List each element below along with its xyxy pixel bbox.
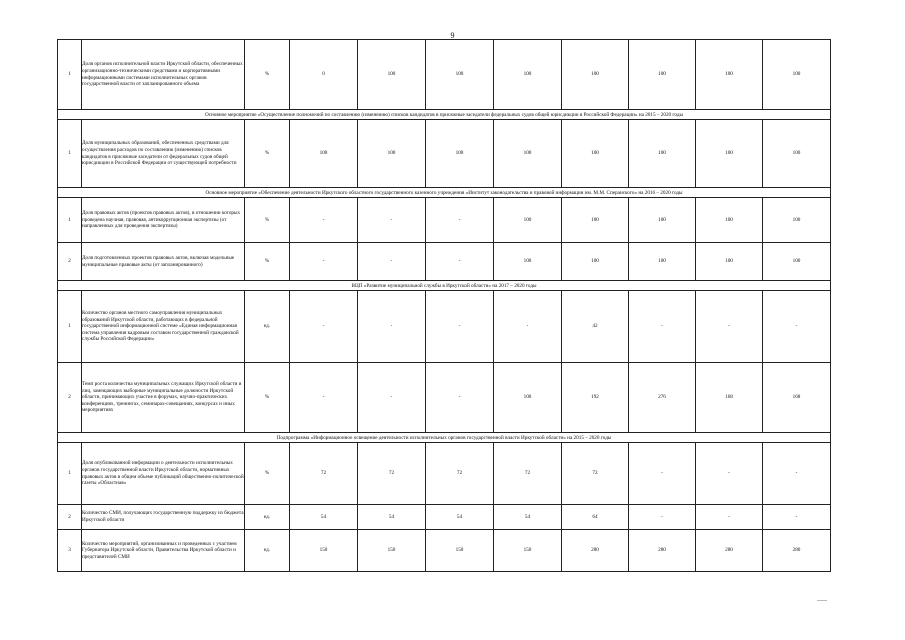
indicator-value: 100	[562, 198, 629, 243]
unit-of-measure: %	[245, 40, 290, 110]
table-row	[58, 443, 831, 505]
table-row	[58, 120, 831, 188]
indicator-value: -	[696, 443, 763, 505]
unit-of-measure: %	[245, 243, 290, 281]
indicator-value: 100	[763, 40, 831, 110]
table-row	[58, 291, 831, 363]
indicator-value: 54	[358, 505, 426, 530]
indicator-value: 100	[629, 120, 696, 188]
indicator-value: 100	[562, 40, 629, 110]
row-number: 1	[58, 120, 82, 188]
indicator-name: Количество СМИ, получающих государственную поддержку из бюджета Иркутской области	[82, 505, 245, 530]
indicator-value: -	[696, 291, 763, 363]
indicator-value: 150	[290, 530, 358, 572]
indicator-value: 100	[763, 120, 831, 188]
indicator-value: 100	[494, 120, 562, 188]
indicator-value: 280	[696, 530, 763, 572]
indicator-value: 100	[696, 120, 763, 188]
indicator-value: 100	[629, 198, 696, 243]
indicator-value: 276	[629, 363, 696, 433]
indicator-value: 100	[763, 243, 831, 281]
indicator-value: 0	[290, 40, 358, 110]
indicator-value: -	[358, 198, 426, 243]
scan-mark	[817, 600, 827, 601]
row-number: 3	[58, 530, 82, 572]
table-row	[58, 40, 831, 110]
indicator-value: 100	[763, 198, 831, 243]
indicator-value: 100	[358, 40, 426, 110]
indicator-name: Доля опубликованной информации о деятельности исполнительных органов государственной власти Иркутской области, нормативных правовых актов в общем объеме публикаций общественно-политической газеты «Областная»	[82, 443, 245, 505]
indicator-value: 100	[629, 243, 696, 281]
indicator-value: 100	[562, 120, 629, 188]
indicator-value: 100	[494, 198, 562, 243]
unit-of-measure: %	[245, 443, 290, 505]
indicator-value: 54	[494, 505, 562, 530]
indicator-value: 54	[426, 505, 494, 530]
indicator-name: Темп роста количества муниципальных служащих Иркутской области и лиц, замещающих выборные муниципальные должности Иркутской области, принимающих участие в форумах, научно-практических конференциях, тренингах, семинарах-совещаниях, конкурсах и иных мероприятиях	[82, 363, 245, 433]
indicator-value: 100	[426, 40, 494, 110]
indicator-value: 54	[290, 505, 358, 530]
indicator-value: 150	[426, 530, 494, 572]
indicator-value: -	[629, 291, 696, 363]
indicator-value: -	[426, 243, 494, 281]
indicator-name: Доля правовых актов (проектов правовых актов), в отношении которых проведена научная, правовая, антикоррупционная экспертизы (от направленных для проведения экспертизы)	[82, 198, 245, 243]
indicator-value: 100	[358, 120, 426, 188]
indicator-value: 168	[696, 363, 763, 433]
indicators-table	[57, 39, 831, 572]
indicator-value: 100	[562, 243, 629, 281]
indicator-value: 100	[494, 40, 562, 110]
unit-of-measure: %	[245, 120, 290, 188]
table-row	[58, 530, 831, 572]
unit-of-measure: %	[245, 198, 290, 243]
indicator-value: 72	[290, 443, 358, 505]
unit-of-measure: ед.	[245, 530, 290, 572]
section-title: ВЦП «Развитие муниципальной службы в Иркутской области» на 2017 – 2020 годы	[58, 281, 831, 291]
indicator-value: 192	[562, 363, 629, 433]
indicator-value: -	[629, 505, 696, 530]
indicator-value: 42	[562, 291, 629, 363]
indicator-value: 100	[494, 243, 562, 281]
indicator-value: 100	[290, 120, 358, 188]
unit-of-measure: ед.	[245, 505, 290, 530]
indicator-value: 100	[494, 363, 562, 433]
row-number: 1	[58, 291, 82, 363]
page-number: 9	[450, 31, 455, 40]
indicator-name: Доля подготовленных проектов правовых актов, включая модельные муниципальные правовые акты (от запланированного)	[82, 243, 245, 281]
section-title: Подпрограмма «Информационное освещение деятельности исполнительных органов государственной власти Иркутской области» на 2015 – 2020 годы	[58, 433, 831, 443]
indicator-value: -	[426, 198, 494, 243]
indicator-value: 280	[763, 530, 831, 572]
indicator-name: Доля муниципальных образований, обеспеченных средствами для осуществления расходов по составлению (изменению) списков кандидатов в присяжные заседатели от федеральных судов общей юрисдикции в Российской Федерации от существующей потребности	[82, 120, 245, 188]
indicator-value: -	[629, 443, 696, 505]
indicator-value: -	[426, 291, 494, 363]
indicator-value: 100	[696, 40, 763, 110]
table-row	[58, 198, 831, 243]
indicator-value: -	[290, 243, 358, 281]
row-number: 2	[58, 363, 82, 433]
indicator-value: 168	[763, 363, 831, 433]
indicator-value: -	[358, 291, 426, 363]
table-body	[58, 40, 831, 572]
indicator-value: 100	[696, 198, 763, 243]
indicator-value: 64	[562, 505, 629, 530]
indicator-value: 280	[629, 530, 696, 572]
row-number: 2	[58, 243, 82, 281]
indicator-value: -	[358, 243, 426, 281]
unit-of-measure: %	[245, 363, 290, 433]
section-title: Основное мероприятие «Осуществление полномочий по составлению (изменению) списков кандидатов в присяжные заседатели федеральных судов общей юрисдикции в Российской Федерации» на 2015 – 2020 годы	[58, 110, 831, 120]
row-number: 1	[58, 40, 82, 110]
row-number: 1	[58, 443, 82, 505]
indicator-name: Доля органов исполнительной власти Иркутской области, обеспеченных организационно-техническими средствами и корпоративными информационными системами исполнительных органов государственной власти от запланированного объема	[82, 40, 245, 110]
indicator-value: 100	[426, 120, 494, 188]
indicator-name: Количество органов местного самоуправления муниципальных образований Иркутской области, работающих в федеральной государственной информационной системе «Единая информационная система управления кадровым составом государственной гражданской службы Российской Федерации»	[82, 291, 245, 363]
section-header-row	[58, 433, 831, 443]
indicator-value: -	[696, 505, 763, 530]
section-title: Основное мероприятие «Обеспечение деятельности Иркутского областного государственного казенного учреждения «Институт законодательства и правовой информации им. М.М. Сперанского» на 2016 – 2020 годы	[58, 188, 831, 198]
section-header-row	[58, 110, 831, 120]
indicator-value: 100	[629, 40, 696, 110]
indicator-value: -	[358, 363, 426, 433]
indicator-name: Количество мероприятий, организованных и проведенных с участием Губернатора Иркутской области, Правительства Иркутской области и представителей СМИ	[82, 530, 245, 572]
indicator-value: -	[290, 363, 358, 433]
indicator-value: 72	[562, 443, 629, 505]
indicator-value: -	[763, 443, 831, 505]
indicator-value: 72	[494, 443, 562, 505]
unit-of-measure: ед.	[245, 291, 290, 363]
indicator-value: 150	[494, 530, 562, 572]
indicator-value: -	[494, 291, 562, 363]
indicator-value: 72	[426, 443, 494, 505]
indicator-value: 72	[358, 443, 426, 505]
indicator-value: -	[426, 363, 494, 433]
indicator-value: 100	[696, 243, 763, 281]
row-number: 2	[58, 505, 82, 530]
indicator-value: 150	[358, 530, 426, 572]
indicator-value: -	[290, 291, 358, 363]
table-row	[58, 505, 831, 530]
indicator-value: -	[763, 291, 831, 363]
indicator-value: -	[290, 198, 358, 243]
section-header-row	[58, 188, 831, 198]
indicator-value: -	[763, 505, 831, 530]
section-header-row	[58, 281, 831, 291]
row-number: 1	[58, 198, 82, 243]
indicator-value: 280	[562, 530, 629, 572]
table-row	[58, 243, 831, 281]
table-row	[58, 363, 831, 433]
